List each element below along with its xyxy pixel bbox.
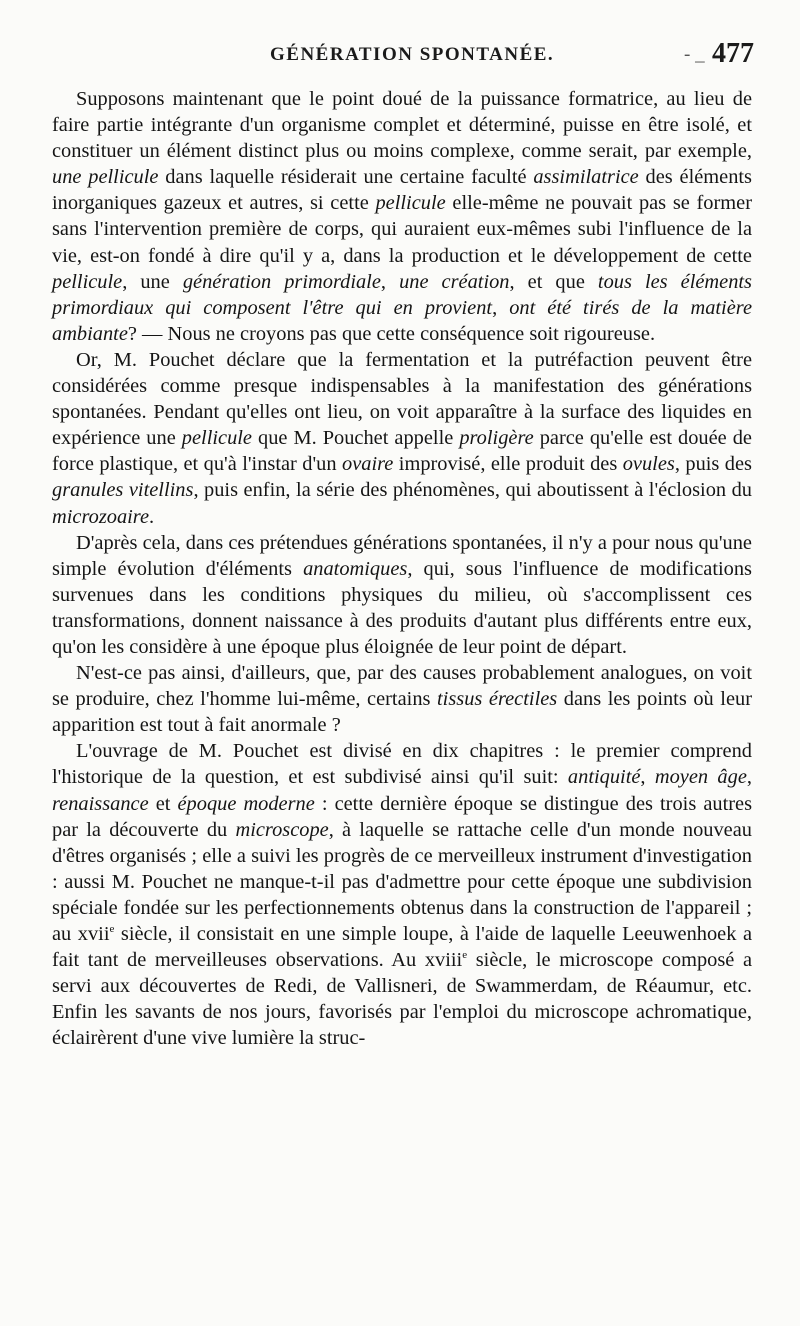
text-segment: D'après cela, dans ces prétendues générations spontanées, il n'y a pour nous qu'une simple évolution d'éléments xyxy=(52,531,752,580)
text-segment: , xyxy=(746,766,752,789)
italic-text: microscope xyxy=(235,818,329,841)
paragraph xyxy=(52,347,752,530)
body-text xyxy=(52,86,752,1051)
text-segment: L'ouvrage de M. Pouchet est divisé en dix chapitres : le premier comprend l'historique de la question, et est subdivisé ainsi qu'il suit: xyxy=(52,740,752,789)
text-segment: xvii xyxy=(77,923,110,945)
italic-text: anatomiques xyxy=(303,557,408,580)
text-segment: et xyxy=(148,792,178,815)
italic-text: granules vitellins xyxy=(52,479,194,502)
italic-text: microzoaire xyxy=(52,505,150,528)
text-segment: , puis des xyxy=(674,453,752,476)
text-segment: : cette dernière époque se distingue des trois autres par la découverte du xyxy=(52,792,753,841)
paragraph xyxy=(52,660,752,738)
text-segment: , une xyxy=(122,270,183,293)
italic-text: tissus érectiles xyxy=(437,688,558,711)
text-segment: , puis enfin, la série des phénomènes, qui aboutissent à l'éclosion du xyxy=(193,479,752,502)
page-number: 477 xyxy=(712,38,754,69)
italic-text: assimilatrice xyxy=(533,166,639,189)
paragraph xyxy=(52,530,752,660)
text-segment: xviii xyxy=(424,949,463,972)
text-segment: elle-même ne pouvait pas se former sans l'intervention première de corps, qui auraient eux-mêmes subi l'influence de la vie, est-on fondé à dire qu'il y a, dans la production et le développement de cette xyxy=(52,192,752,267)
italic-text: pellicule xyxy=(375,192,446,215)
italic-text: moyen âge xyxy=(654,766,747,789)
paragraph xyxy=(52,738,752,1051)
paragraph xyxy=(52,86,752,347)
italic-text: pellicule xyxy=(52,270,123,293)
text-segment: , xyxy=(492,296,510,319)
text-segment: Or, M. Pouchet déclare que la fermentation et la putréfaction peuvent être considérées comme presque indispensables à la manifestation des générations spontanées. Pendant qu'elles ont lieu, on voit apparaître à la surface des liquides en expérience une xyxy=(52,348,752,450)
text-segment: dans laquelle résiderait une certaine faculté xyxy=(158,166,534,189)
italic-text: une pellicule xyxy=(52,166,159,189)
text-segment: . xyxy=(149,505,155,528)
superscript-text: e xyxy=(462,949,468,962)
italic-text: ont été tirés de la matière ambiante xyxy=(52,296,753,345)
italic-text: époque moderne xyxy=(177,792,315,815)
italic-text: pellicule xyxy=(181,427,252,450)
italic-text: proligère xyxy=(459,427,534,450)
superscript-text: e xyxy=(109,923,115,936)
text-segment: siècle, le microscope composé a servi aux découvertes de Redi, de Vallisneri, de Swammerdam, de Réaumur, etc. Enfin les savants de nos jours, favorisés par l'emploi du microscope achromatique, éclairèrent d'une vive lumière la struc- xyxy=(52,949,752,1050)
running-title: GÉNÉRATION SPONTANÉE. xyxy=(270,44,555,65)
text-segment: des éléments inorganiques gazeux et autres, si cette xyxy=(52,166,752,215)
text-segment: que M. Pouchet appelle xyxy=(251,427,460,450)
italic-text: génération primordiale xyxy=(182,270,381,293)
text-segment: , xyxy=(380,270,400,293)
italic-text: renaissance xyxy=(52,792,149,815)
text-segment: N'est-ce pas ainsi, d'ailleurs, que, par des causes probablement analogues, on voit se produire, chez l'homme lui-même, certains xyxy=(52,662,752,711)
italic-text: une création xyxy=(399,270,510,293)
text-segment: , qui, sous l'influence de modifications survenues dans les conditions physiques du milieu, où s'accomplissent ces transformations, donnent naissance à des produits d'autant plus différents entre eux, qu'on les considère à une époque plus éloignée de leur point de départ. xyxy=(52,557,752,658)
italic-text: ovules xyxy=(622,453,675,476)
text-segment: dans les points où leur apparition est tout à fait anormale ? xyxy=(52,688,752,737)
text-segment: , xyxy=(640,766,655,789)
italic-text: tous les éléments primordiaux qui composent l'être qui en provient xyxy=(52,270,752,319)
page-header xyxy=(52,36,760,76)
text-segment: , à laquelle se rattache celle d'un monde nouveau d'êtres organisés ; elle a suivi les progrès de ce merveilleux instrument d'investigation : aussi M. Pouchet ne manque-t-il pas d'admettre pour cette époque une subdivision spéciale fondée sur les perfectionnements obtenus dans la construction de l'appareil ; au xyxy=(52,818,752,945)
text-segment: Supposons maintenant que le point doué de la puissance formatrice, au lieu de faire partie intégrante d'un organisme complet et déterminé, puisse en être isolé, et constituer un élément distinct plus ou moins complexe, comme serait, par exemple, xyxy=(52,88,752,163)
text-segment: ? — Nous ne croyons pas que cette conséquence soit rigoureuse. xyxy=(127,322,656,345)
text-segment: parce qu'elle est douée de force plastique, et qu'à l'instar d'un xyxy=(52,427,752,476)
text-segment: improvisé, elle produit des xyxy=(393,453,623,476)
text-segment: siècle, il consistait en une simple loupe, à l'aide de laquelle Leeuwenhoek a fait tant de merveilleuses observations. Au xyxy=(52,923,752,972)
italic-text: antiquité xyxy=(567,766,641,789)
italic-text: ovaire xyxy=(342,453,394,476)
header-dash: - _ xyxy=(684,44,705,65)
text-segment: , et que xyxy=(509,270,598,293)
